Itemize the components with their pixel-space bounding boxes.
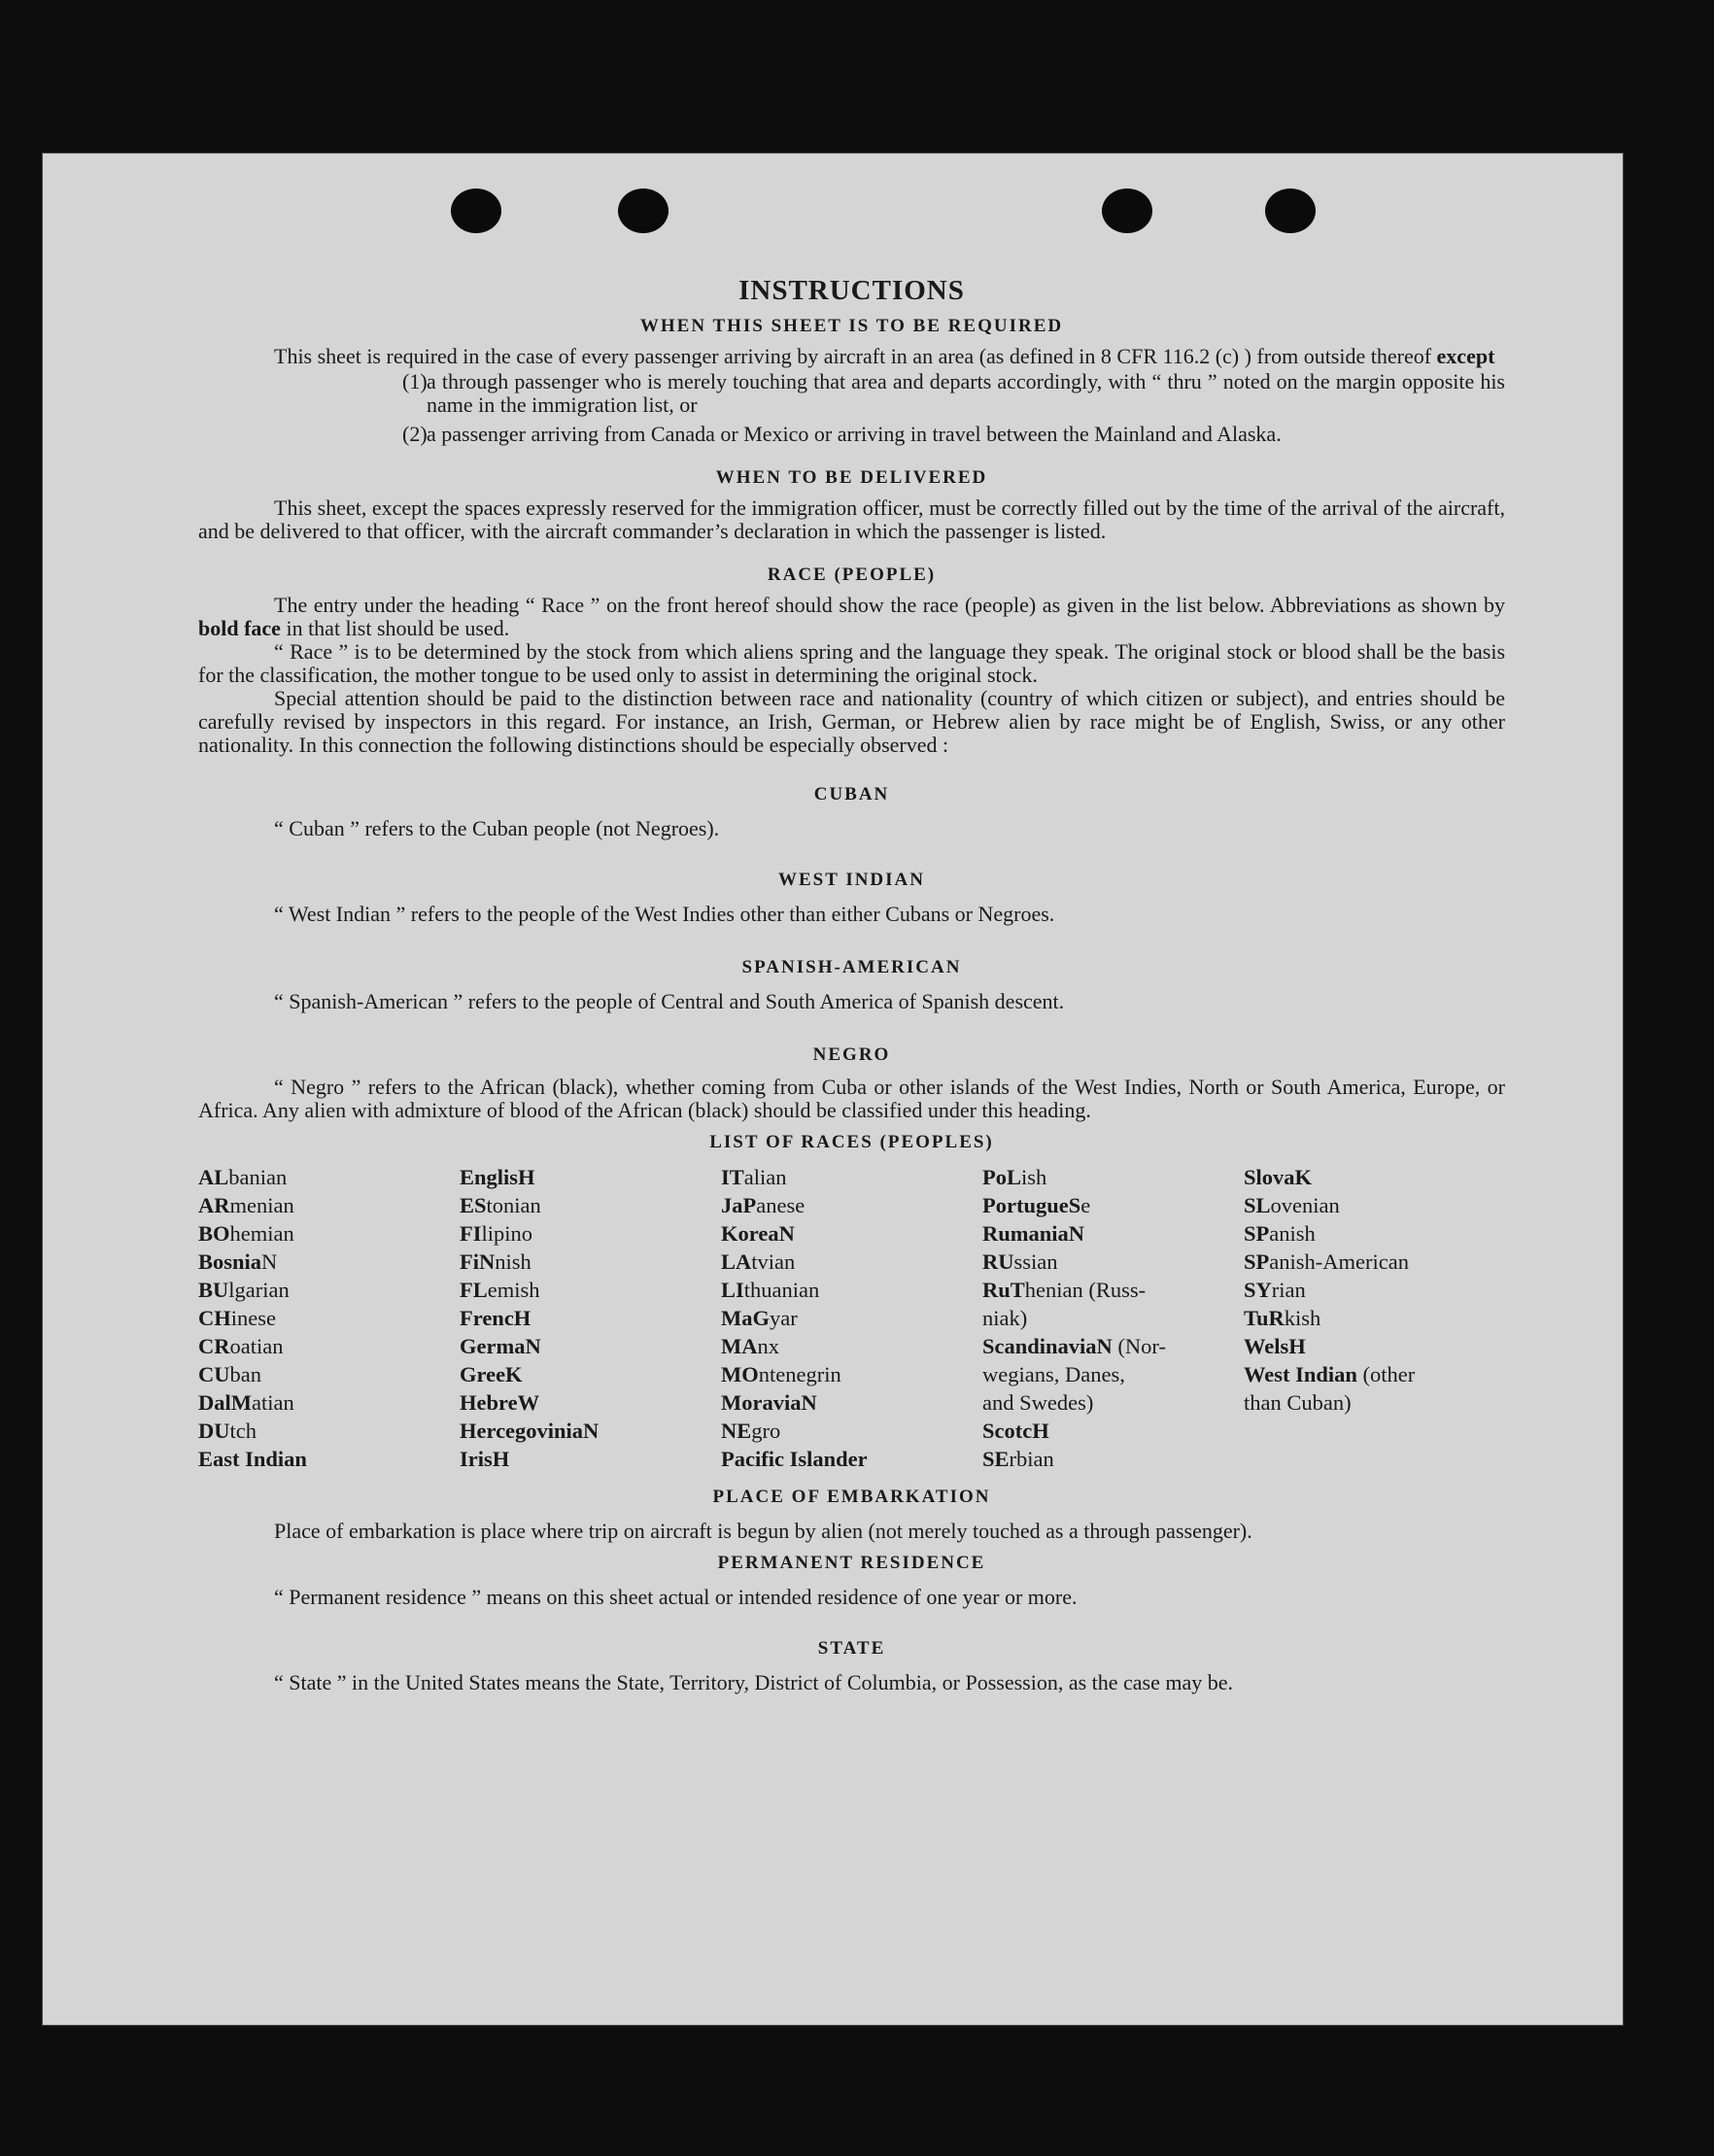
race-entry: CUban [198,1362,261,1386]
heading-state: STATE [817,1638,886,1659]
exception-item: (2) a passenger arriving from Canada or Mexico or arriving in travel between the Mainland and Alaska. [402,422,1282,446]
heading-embarkation: PLACE OF EMBARKATION [712,1487,991,1507]
race-entry: HercegoviniaN [460,1419,600,1443]
punch-hole [451,188,501,233]
races-list [198,1163,1505,1473]
race-entry: BUlgarian [198,1278,290,1302]
race-entry: RumaniaN [982,1221,1085,1246]
exception-item: (1) a through passenger who is merely touching that area and departs accordingly, with “ thru ” noted on the margin opposite his name in the immigration list, or [402,369,1505,417]
heading-cuban: CUBAN [813,784,890,804]
race-entry: PortugueSe [982,1193,1091,1217]
heading-race: RACE (PEOPLE) [767,565,937,585]
race-entry: DUtch [198,1419,257,1443]
paragraph-when-required: This sheet is required in the case of every passenger arriving by aircraft in an area (as defined in 8 CFR 116.2 (c) ) from outside thereof except [274,344,1495,368]
heading-negro: NEGRO [812,1044,891,1065]
race-entry: KoreaN [721,1221,795,1246]
race-entry: SErbian [982,1447,1054,1471]
race-entry: JaPanese [721,1193,806,1217]
race-entry: GermaN [460,1334,541,1358]
punch-hole [1102,188,1152,233]
race-entry: SPanish [1244,1221,1316,1246]
heading-when-required: WHEN THIS SHEET IS TO BE REQUIRED [639,316,1064,336]
races-column [721,1163,982,1473]
race-entry: MAnx [721,1334,779,1358]
race-entry: LIthuanian [721,1278,820,1302]
paragraph-west-indian: “ West Indian ” refers to the people of the West Indies other than either Cubans or Negroes. [274,902,1055,926]
race-entry: RUssian [982,1249,1058,1274]
paragraph-when-delivered: This sheet, except the spaces expressly reserved for the immigration officer, must be correctly filled out by the time of the arrival of the aircraft, and be delivered to that officer, with the aircraft commander’s declaration in which the passenger is listed. [198,496,1505,543]
race-entry: West Indian (other than Cuban) [1244,1362,1416,1415]
race-entry: EStonian [460,1193,541,1217]
race-entry: DalMatian [198,1390,294,1415]
document-page [43,154,1623,2025]
paragraph-race-3: Special attention should be paid to the distinction between race and nationality (country of which citizen or subject), and entries should be carefully revised by inspectors in this regard. For instance, an Irish, German, or Hebrew alien by race might be of English, Swiss, or any other nationality. In this connection the following distinctions should be especially observed : [198,686,1505,757]
race-entry: MaGyar [721,1306,798,1330]
paragraph-embarkation: Place of embarkation is place where trip on aircraft is begun by alien (not merely touched as a through passenger). [274,1519,1252,1543]
paragraph-state: “ State ” in the United States means the State, Territory, District of Columbia, or Possession, as the case may be. [274,1670,1234,1694]
heading-list-of-races: LIST OF RACES (PEOPLES) [709,1132,994,1152]
race-entry: HebreW [460,1390,540,1415]
race-entry: ScotcH [982,1419,1049,1443]
race-entry: FiNnish [460,1249,531,1274]
page-title: INSTRUCTIONS [738,275,965,306]
race-entry: LAtvian [721,1249,796,1274]
paragraph-cuban: “ Cuban ” refers to the Cuban people (not Negroes). [274,816,720,840]
race-entry: SlovaK [1244,1165,1313,1189]
races-column [460,1163,721,1473]
heading-west-indian: WEST INDIAN [778,870,925,890]
paragraph-negro: “ Negro ” refers to the African (black), whether coming from Cuba or other islands of the West Indies, North or South America, Europe, or Africa. Any alien with admixture of blood of the African (black) should be classified under this heading. [198,1075,1505,1122]
race-entry: ALbanian [198,1165,288,1189]
race-entry: TuRkish [1244,1306,1321,1330]
race-entry: Pacific Islander [721,1447,868,1471]
punch-hole [618,188,668,233]
heading-spanish-american: SPANISH-AMERICAN [741,957,962,977]
race-entry: BOhemian [198,1221,294,1246]
race-entry: ITalian [721,1165,787,1189]
race-entry: SYrian [1244,1278,1306,1302]
race-entry: MoraviaN [721,1390,817,1415]
heading-when-delivered: WHEN TO BE DELIVERED [715,467,988,488]
race-entry: PoLish [982,1165,1047,1189]
race-entry: FIlipino [460,1221,533,1246]
paragraph-race-1: The entry under the heading “ Race ” on the front hereof should show the race (people) as given in the list below. Abbreviations as shown by bold face in that list should be used. [198,593,1505,640]
heading-residence: PERMANENT RESIDENCE [717,1553,986,1573]
race-entry: SPanish-American [1244,1249,1409,1274]
race-entry: FLemish [460,1278,540,1302]
instructions-content [198,275,1505,1694]
race-entry: RuThenian (Russ- niak) [982,1278,1147,1330]
race-entry: CHinese [198,1306,276,1330]
paragraph-residence: “ Permanent residence ” means on this sheet actual or intended residence of one year or more. [274,1585,1078,1609]
race-entry: NEgro [721,1419,781,1443]
race-entry: MOntenegrin [721,1362,841,1386]
race-entry: FrencH [460,1306,531,1330]
paragraph-spanish-american: “ Spanish-American ” refers to the people of Central and South America of Spanish descent. [274,989,1065,1013]
race-entry: IrisH [460,1447,510,1471]
race-entry: East Indian [198,1447,307,1471]
paragraph-race-2: “ Race ” is to be determined by the stock from which aliens spring and the language they speak. The original stock or blood shall be the basis for the classification, the mother tongue to be used only to assist in determining the original stock. [198,639,1505,687]
race-entry: GreeK [460,1362,523,1386]
races-column [1244,1163,1505,1473]
race-entry: ARmenian [198,1193,294,1217]
punch-hole [1265,188,1316,233]
races-column [198,1163,460,1473]
race-entry: WelsH [1244,1334,1306,1358]
race-entry: ScandinaviaN (Nor- wegians, Danes, and Swedes) [982,1334,1166,1415]
race-entry: BosniaN [198,1249,278,1274]
race-entry: EnglisH [460,1165,535,1189]
race-entry: CRoatian [198,1334,284,1358]
race-entry: SLovenian [1244,1193,1340,1217]
races-column [982,1163,1244,1473]
